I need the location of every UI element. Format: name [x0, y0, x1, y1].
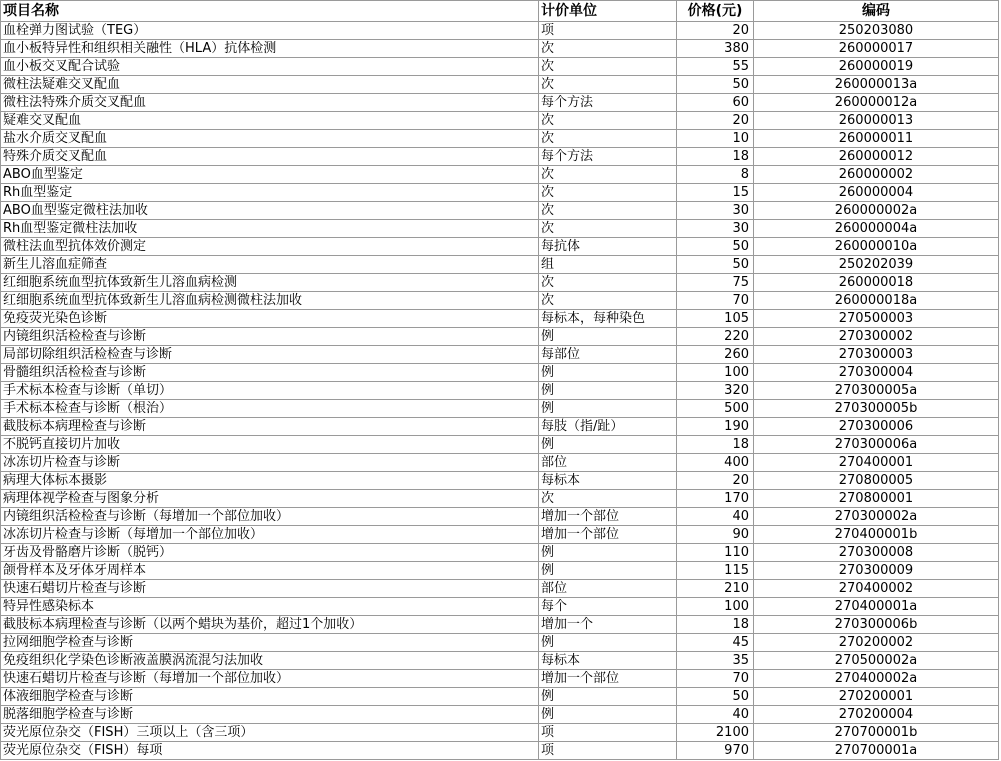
column-header-name[interactable]: 项目名称: [1, 1, 539, 22]
cell-item-name[interactable]: 快速石蜡切片检查与诊断（每增加一个部位加收）: [1, 670, 539, 688]
column-header-price[interactable]: 价格(元): [677, 1, 754, 22]
cell-price[interactable]: 170: [677, 490, 754, 508]
cell-pricing-unit[interactable]: 次: [539, 130, 677, 148]
cell-pricing-unit[interactable]: 次: [539, 274, 677, 292]
cell-item-name[interactable]: 手术标本检查与诊断（根治）: [1, 400, 539, 418]
table-row[interactable]: [1, 166, 999, 184]
cell-price[interactable]: 55: [677, 58, 754, 76]
cell-item-name[interactable]: 脱落细胞学检查与诊断: [1, 706, 539, 724]
cell-code[interactable]: 260000013a: [754, 76, 999, 94]
cell-price[interactable]: 50: [677, 76, 754, 94]
cell-pricing-unit[interactable]: 次: [539, 112, 677, 130]
cell-pricing-unit[interactable]: 例: [539, 328, 677, 346]
cell-price[interactable]: 50: [677, 256, 754, 274]
cell-price[interactable]: 90: [677, 526, 754, 544]
cell-item-name[interactable]: 局部切除组织活检检查与诊断: [1, 346, 539, 364]
table-row[interactable]: [1, 346, 999, 364]
table-row[interactable]: [1, 58, 999, 76]
cell-item-name[interactable]: 内镜组织活检检查与诊断: [1, 328, 539, 346]
cell-price[interactable]: 60: [677, 94, 754, 112]
cell-price[interactable]: 18: [677, 436, 754, 454]
cell-price[interactable]: 20: [677, 22, 754, 40]
cell-item-name[interactable]: 荧光原位杂交（FISH）三项以上（含三项）: [1, 724, 539, 742]
table-row[interactable]: [1, 382, 999, 400]
cell-pricing-unit[interactable]: 次: [539, 202, 677, 220]
cell-code[interactable]: 250202039: [754, 256, 999, 274]
table-row[interactable]: [1, 148, 999, 166]
cell-price[interactable]: 75: [677, 274, 754, 292]
cell-code[interactable]: 270300002a: [754, 508, 999, 526]
table-row[interactable]: [1, 418, 999, 436]
cell-price[interactable]: 30: [677, 220, 754, 238]
cell-pricing-unit[interactable]: 每个方法: [539, 94, 677, 112]
table-row[interactable]: [1, 328, 999, 346]
cell-item-name[interactable]: 红细胞系统血型抗体致新生儿溶血病检测: [1, 274, 539, 292]
cell-pricing-unit[interactable]: 次: [539, 40, 677, 58]
cell-pricing-unit[interactable]: 每个: [539, 598, 677, 616]
table-row[interactable]: [1, 508, 999, 526]
cell-code[interactable]: 260000010a: [754, 238, 999, 256]
cell-price[interactable]: 500: [677, 400, 754, 418]
cell-item-name[interactable]: 特异性感染标本: [1, 598, 539, 616]
cell-code[interactable]: 270300005b: [754, 400, 999, 418]
cell-pricing-unit[interactable]: 增加一个: [539, 616, 677, 634]
cell-code[interactable]: 270300006: [754, 418, 999, 436]
table-row[interactable]: [1, 310, 999, 328]
table-row[interactable]: [1, 706, 999, 724]
table-row[interactable]: [1, 238, 999, 256]
cell-item-name[interactable]: 冰冻切片检查与诊断（每增加一个部位加收）: [1, 526, 539, 544]
cell-code[interactable]: 260000018: [754, 274, 999, 292]
cell-code[interactable]: 270400002: [754, 580, 999, 598]
cell-code[interactable]: 270700001b: [754, 724, 999, 742]
cell-code[interactable]: 270500003: [754, 310, 999, 328]
cell-pricing-unit[interactable]: 例: [539, 634, 677, 652]
table-row[interactable]: [1, 490, 999, 508]
cell-pricing-unit[interactable]: 每个方法: [539, 148, 677, 166]
cell-code[interactable]: 270800005: [754, 472, 999, 490]
cell-code[interactable]: 260000019: [754, 58, 999, 76]
cell-item-name[interactable]: 微柱法疑难交叉配血: [1, 76, 539, 94]
table-row[interactable]: [1, 724, 999, 742]
table-row[interactable]: [1, 184, 999, 202]
cell-price[interactable]: 320: [677, 382, 754, 400]
cell-price[interactable]: 10: [677, 130, 754, 148]
table-row[interactable]: [1, 40, 999, 58]
cell-code[interactable]: 270200001: [754, 688, 999, 706]
cell-pricing-unit[interactable]: 每标本: [539, 652, 677, 670]
table-row[interactable]: [1, 400, 999, 418]
cell-item-name[interactable]: ABO血型鉴定: [1, 166, 539, 184]
cell-code[interactable]: 260000012: [754, 148, 999, 166]
table-row[interactable]: [1, 598, 999, 616]
cell-item-name[interactable]: 微柱法特殊介质交叉配血: [1, 94, 539, 112]
cell-pricing-unit[interactable]: 例: [539, 544, 677, 562]
table-row[interactable]: [1, 526, 999, 544]
cell-item-name[interactable]: 不脱钙直接切片加收: [1, 436, 539, 454]
cell-pricing-unit[interactable]: 增加一个部位: [539, 670, 677, 688]
table-row[interactable]: [1, 220, 999, 238]
cell-price[interactable]: 210: [677, 580, 754, 598]
cell-code[interactable]: 260000018a: [754, 292, 999, 310]
cell-pricing-unit[interactable]: 部位: [539, 454, 677, 472]
cell-code[interactable]: 270200002: [754, 634, 999, 652]
cell-code[interactable]: 260000004a: [754, 220, 999, 238]
cell-price[interactable]: 20: [677, 112, 754, 130]
cell-price[interactable]: 190: [677, 418, 754, 436]
cell-code[interactable]: 270400001b: [754, 526, 999, 544]
cell-pricing-unit[interactable]: 例: [539, 562, 677, 580]
cell-price[interactable]: 400: [677, 454, 754, 472]
table-body: [1, 22, 999, 760]
cell-pricing-unit[interactable]: 项: [539, 724, 677, 742]
cell-price[interactable]: 380: [677, 40, 754, 58]
cell-item-name[interactable]: ABO血型鉴定微柱法加收: [1, 202, 539, 220]
cell-pricing-unit[interactable]: 例: [539, 382, 677, 400]
cell-code[interactable]: 270400001: [754, 454, 999, 472]
cell-code[interactable]: 270300002: [754, 328, 999, 346]
cell-pricing-unit[interactable]: 例: [539, 706, 677, 724]
cell-code[interactable]: 270400001a: [754, 598, 999, 616]
cell-code[interactable]: 270300005a: [754, 382, 999, 400]
cell-code[interactable]: 260000004: [754, 184, 999, 202]
cell-item-name[interactable]: 病理体视学检查与图象分析: [1, 490, 539, 508]
cell-item-name[interactable]: 截肢标本病理检查与诊断（以两个蜡块为基价，超过1个加收）: [1, 616, 539, 634]
table-row[interactable]: [1, 130, 999, 148]
cell-price[interactable]: 40: [677, 706, 754, 724]
cell-pricing-unit[interactable]: 次: [539, 58, 677, 76]
cell-pricing-unit[interactable]: 例: [539, 400, 677, 418]
table-row[interactable]: [1, 274, 999, 292]
cell-item-name[interactable]: 特殊介质交叉配血: [1, 148, 539, 166]
cell-price[interactable]: 970: [677, 742, 754, 760]
cell-item-name[interactable]: 荧光原位杂交（FISH）每项: [1, 742, 539, 760]
cell-price[interactable]: 30: [677, 202, 754, 220]
cell-item-name[interactable]: 骨髓组织活检检查与诊断: [1, 364, 539, 382]
cell-pricing-unit[interactable]: 次: [539, 292, 677, 310]
cell-pricing-unit[interactable]: 组: [539, 256, 677, 274]
cell-price[interactable]: 18: [677, 148, 754, 166]
cell-code[interactable]: 270400002a: [754, 670, 999, 688]
cell-price[interactable]: 70: [677, 670, 754, 688]
cell-price[interactable]: 260: [677, 346, 754, 364]
cell-pricing-unit[interactable]: 次: [539, 166, 677, 184]
cell-pricing-unit[interactable]: 次: [539, 490, 677, 508]
cell-code[interactable]: 270300004: [754, 364, 999, 382]
cell-code[interactable]: 260000017: [754, 40, 999, 58]
cell-item-name[interactable]: 牙齿及骨骼磨片诊断（脱钙）: [1, 544, 539, 562]
cell-price[interactable]: 50: [677, 238, 754, 256]
table-row[interactable]: [1, 436, 999, 454]
cell-pricing-unit[interactable]: 每抗体: [539, 238, 677, 256]
header-row: [1, 1, 999, 22]
cell-pricing-unit[interactable]: 例: [539, 364, 677, 382]
cell-item-name[interactable]: 免疫组织化学染色诊断液盖膜涡流混匀法加收: [1, 652, 539, 670]
cell-item-name[interactable]: 颌骨样本及牙体牙周样本: [1, 562, 539, 580]
cell-code[interactable]: 270500002a: [754, 652, 999, 670]
cell-pricing-unit[interactable]: 次: [539, 220, 677, 238]
cell-item-name[interactable]: 盐水介质交叉配血: [1, 130, 539, 148]
table-row[interactable]: [1, 634, 999, 652]
cell-price[interactable]: 20: [677, 472, 754, 490]
cell-code[interactable]: 270300006a: [754, 436, 999, 454]
cell-code[interactable]: 270300006b: [754, 616, 999, 634]
cell-price[interactable]: 15: [677, 184, 754, 202]
table-row[interactable]: [1, 256, 999, 274]
cell-pricing-unit[interactable]: 例: [539, 688, 677, 706]
cell-price[interactable]: 115: [677, 562, 754, 580]
cell-code[interactable]: 260000011: [754, 130, 999, 148]
cell-price[interactable]: 8: [677, 166, 754, 184]
cell-item-name[interactable]: 免疫荧光染色诊断: [1, 310, 539, 328]
cell-price[interactable]: 70: [677, 292, 754, 310]
cell-code[interactable]: 270200004: [754, 706, 999, 724]
cell-price[interactable]: 35: [677, 652, 754, 670]
cell-price[interactable]: 18: [677, 616, 754, 634]
cell-code[interactable]: 250203080: [754, 22, 999, 40]
table-row[interactable]: [1, 364, 999, 382]
cell-item-name[interactable]: 快速石蜡切片检查与诊断: [1, 580, 539, 598]
cell-code[interactable]: 260000002: [754, 166, 999, 184]
table-row[interactable]: [1, 202, 999, 220]
cell-item-name[interactable]: 微柱法血型抗体效价测定: [1, 238, 539, 256]
cell-pricing-unit[interactable]: 增加一个部位: [539, 508, 677, 526]
table-row[interactable]: [1, 652, 999, 670]
cell-item-name[interactable]: 血小板特异性和组织相关融性（HLA）抗体检测: [1, 40, 539, 58]
table-row[interactable]: [1, 112, 999, 130]
cell-price[interactable]: 40: [677, 508, 754, 526]
table-row[interactable]: [1, 742, 999, 760]
table-row[interactable]: [1, 616, 999, 634]
cell-pricing-unit[interactable]: 次: [539, 184, 677, 202]
cell-pricing-unit[interactable]: 每肢（指/趾）: [539, 418, 677, 436]
cell-code[interactable]: 270700001a: [754, 742, 999, 760]
table-row[interactable]: [1, 94, 999, 112]
table-row[interactable]: [1, 544, 999, 562]
cell-pricing-unit[interactable]: 例: [539, 436, 677, 454]
cell-price[interactable]: 100: [677, 598, 754, 616]
table-row[interactable]: [1, 562, 999, 580]
cell-price[interactable]: 2100: [677, 724, 754, 742]
cell-item-name[interactable]: 截肢标本病理检查与诊断: [1, 418, 539, 436]
cell-price[interactable]: 45: [677, 634, 754, 652]
cell-price[interactable]: 105: [677, 310, 754, 328]
cell-code[interactable]: 270300003: [754, 346, 999, 364]
table-row[interactable]: [1, 76, 999, 94]
cell-item-name[interactable]: 拉网细胞学检查与诊断: [1, 634, 539, 652]
table-row[interactable]: [1, 454, 999, 472]
table-row[interactable]: [1, 670, 999, 688]
cell-item-name[interactable]: 内镜组织活检检查与诊断（每增加一个部位加收）: [1, 508, 539, 526]
cell-pricing-unit[interactable]: 项: [539, 22, 677, 40]
cell-price[interactable]: 100: [677, 364, 754, 382]
cell-price[interactable]: 50: [677, 688, 754, 706]
cell-pricing-unit[interactable]: 每标本，每种染色: [539, 310, 677, 328]
cell-pricing-unit[interactable]: 部位: [539, 580, 677, 598]
cell-item-name[interactable]: 手术标本检查与诊断（单切）: [1, 382, 539, 400]
table-row[interactable]: [1, 580, 999, 598]
table-row[interactable]: [1, 22, 999, 40]
cell-item-name[interactable]: 疑难交叉配血: [1, 112, 539, 130]
cell-item-name[interactable]: Rh血型鉴定微柱法加收: [1, 220, 539, 238]
column-header-unit[interactable]: 计价单位: [539, 1, 677, 22]
cell-item-name[interactable]: 新生儿溶血症筛查: [1, 256, 539, 274]
table-row[interactable]: [1, 688, 999, 706]
cell-item-name[interactable]: 血小板交叉配合试验: [1, 58, 539, 76]
table-row[interactable]: [1, 472, 999, 490]
cell-item-name[interactable]: 病理大体标本摄影: [1, 472, 539, 490]
column-header-code[interactable]: 编码: [754, 1, 999, 22]
cell-pricing-unit[interactable]: 项: [539, 742, 677, 760]
cell-item-name[interactable]: 红细胞系统血型抗体致新生儿溶血病检测微柱法加收: [1, 292, 539, 310]
cell-code[interactable]: 260000012a: [754, 94, 999, 112]
table-row[interactable]: [1, 292, 999, 310]
cell-item-name[interactable]: Rh血型鉴定: [1, 184, 539, 202]
cell-item-name[interactable]: 体液细胞学检查与诊断: [1, 688, 539, 706]
cell-code[interactable]: 270800001: [754, 490, 999, 508]
cell-price[interactable]: 110: [677, 544, 754, 562]
cell-item-name[interactable]: 冰冻切片检查与诊断: [1, 454, 539, 472]
cell-pricing-unit[interactable]: 次: [539, 76, 677, 94]
cell-code[interactable]: 260000013: [754, 112, 999, 130]
cell-pricing-unit[interactable]: 每标本: [539, 472, 677, 490]
cell-code[interactable]: 260000002a: [754, 202, 999, 220]
cell-pricing-unit[interactable]: 每部位: [539, 346, 677, 364]
cell-item-name[interactable]: 血栓弹力图试验（TEG）: [1, 22, 539, 40]
cell-code[interactable]: 270300008: [754, 544, 999, 562]
cell-code[interactable]: 270300009: [754, 562, 999, 580]
cell-price[interactable]: 220: [677, 328, 754, 346]
cell-pricing-unit[interactable]: 增加一个部位: [539, 526, 677, 544]
